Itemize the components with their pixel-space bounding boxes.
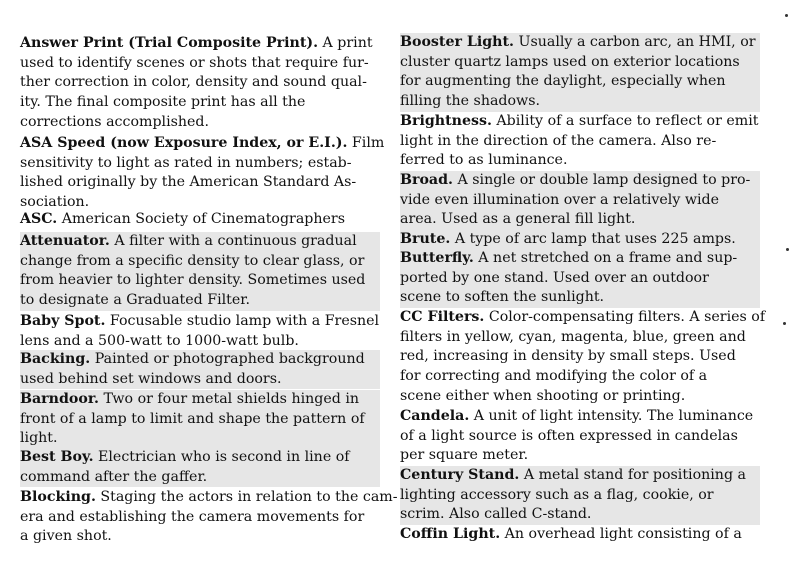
entry-line: per square meter. — [400, 447, 529, 464]
entry-text: American Society of Cinematographers — [57, 211, 345, 227]
entry-line: ity. The final composite print has all the — [20, 94, 306, 111]
entry-line: for augmenting the daylight, especially when — [400, 73, 726, 90]
entry-line: lens and a 500-watt to 1000-watt bulb. — [20, 332, 299, 349]
entry-term: Coffin Light. — [400, 526, 501, 542]
entry-term: Barndoor. — [20, 391, 99, 407]
entry-text: A print — [318, 35, 373, 51]
entry-term: Backing. — [20, 351, 91, 367]
entry-line: to designate a Graduated Filter. — [20, 292, 250, 309]
scan-speck — [783, 322, 786, 325]
entry-text: A net stretched on a frame and sup- — [473, 250, 738, 266]
entry-term: ASA Speed (now Exposure Index, or E.I.). — [20, 135, 348, 151]
entry-term: Broad. — [400, 172, 453, 188]
entry-line: lighting accessory such as a flag, cookie, or — [400, 486, 714, 503]
entry-text: A filter with a continuous gradual — [109, 233, 357, 249]
entry-line — [400, 525, 760, 545]
entry-text: Focusable studio lamp with a Fresnel — [105, 313, 380, 329]
entry-line: filling the shadows. — [400, 93, 540, 110]
entry-line: front of a lamp to limit and shape the pattern of — [20, 410, 365, 427]
entry-text: Usually a carbon arc, an HMI, or — [514, 34, 756, 50]
entry-line: ported by one stand. Used over an outdoor — [400, 269, 709, 286]
scan-speck — [786, 248, 789, 251]
entry-line — [20, 134, 385, 154]
glossary-entry — [20, 232, 380, 311]
entry-line — [20, 488, 398, 508]
glossary-entry — [400, 33, 760, 112]
entry-text: An overhead light consisting of a — [500, 526, 742, 542]
entry-line: era and establishing the camera movements for — [20, 508, 365, 525]
entry-line: sensitivity to light as rated in numbers; estab- — [20, 154, 352, 171]
entry-term: Candela. — [400, 408, 470, 424]
glossary-entry — [20, 448, 380, 487]
entry-term: Brute. — [400, 231, 451, 247]
entry-line: change from a specific density to clear glass, or — [20, 252, 365, 269]
entry-line: used behind set windows and doors. — [20, 370, 282, 387]
entry-line: ther correction in color, density and sound qual- — [20, 74, 367, 91]
entry-line — [400, 407, 760, 427]
glossary-entry — [400, 525, 760, 545]
entry-line: cluster quartz lamps used on exterior locations — [400, 53, 740, 70]
entry-line: a given shot. — [20, 528, 112, 545]
entry-line: red, increasing in density by small steps. Used — [400, 348, 736, 365]
entry-line — [400, 308, 766, 328]
entry-line — [400, 466, 760, 486]
glossary-entry — [20, 34, 380, 133]
glossary-entry — [20, 312, 380, 351]
entry-term: ASC. — [20, 211, 58, 227]
glossary-entry — [400, 112, 760, 171]
glossary-entry — [20, 134, 385, 213]
entry-text: A single or double lamp designed to pro- — [452, 172, 751, 188]
glossary-entry — [20, 210, 380, 230]
entry-term: CC Filters. — [400, 309, 485, 325]
entry-term: Blocking. — [20, 489, 96, 505]
entry-text: A unit of light intensity. The luminance — [469, 408, 754, 424]
entry-line — [400, 171, 760, 191]
entry-term: Best Boy. — [20, 449, 94, 465]
glossary-entry — [400, 308, 766, 407]
entry-text: Color-compensating filters. A series of — [484, 309, 766, 325]
entry-line — [20, 350, 380, 370]
entry-line: from heavier to lighter density. Sometimes used — [20, 272, 366, 289]
entry-line: light. — [20, 430, 58, 447]
entry-line — [20, 390, 380, 410]
entry-text: Painted or photographed background — [90, 351, 365, 367]
entry-line — [400, 249, 760, 269]
entry-term: Butterfly. — [400, 250, 474, 266]
glossary-entry — [20, 390, 380, 449]
entry-text: Two or four metal shields hinged in — [98, 391, 360, 407]
entry-line: scrim. Also called C-stand. — [400, 506, 592, 523]
entry-term: Century Stand. — [400, 467, 520, 483]
scan-speck — [785, 14, 788, 17]
entry-line: lished originally by the American Standard As- — [20, 174, 357, 191]
glossary-entry — [400, 171, 760, 230]
glossary-entry — [20, 350, 380, 389]
entry-term: Answer Print (Trial Composite Print). — [20, 35, 319, 51]
entry-text: Film — [347, 135, 385, 151]
entry-line: command after the gaffer. — [20, 468, 208, 485]
entry-text: A type of arc lamp that uses 225 amps. — [450, 231, 736, 247]
entry-term: Brightness. — [400, 113, 492, 129]
entry-line: vide even illumination over a relatively wide — [400, 191, 720, 208]
glossary-entry — [400, 466, 760, 525]
entry-term: Booster Light. — [400, 34, 514, 50]
glossary-entry — [20, 488, 398, 547]
glossary-entry — [400, 407, 760, 466]
entry-line: corrections accomplished. — [20, 113, 210, 130]
entry-line — [20, 312, 380, 332]
glossary-entry — [400, 230, 760, 250]
entry-line: scene either when shooting or printing. — [400, 387, 686, 404]
entry-line — [400, 230, 760, 250]
entry-line — [20, 34, 380, 54]
entry-line: area. Used as a general fill light. — [400, 211, 636, 228]
entry-text: Ability of a surface to reflect or emit — [491, 113, 759, 129]
entry-term: Baby Spot. — [20, 313, 106, 329]
entry-line: for correcting and modifying the color of a — [400, 368, 708, 385]
entry-text: Staging the actors in relation to the cam- — [95, 489, 398, 505]
entry-line: of a light source is often expressed in candelas — [400, 427, 738, 444]
entry-line: ferred to as luminance. — [400, 152, 568, 169]
entry-line — [20, 210, 380, 230]
entry-line: scene to soften the sunlight. — [400, 289, 605, 306]
entry-line — [400, 33, 760, 53]
entry-line: light in the direction of the camera. Also re- — [400, 132, 717, 149]
glossary-entry — [400, 249, 760, 308]
entry-line: sociation. — [20, 194, 90, 211]
entry-term: Attenuator. — [20, 233, 110, 249]
entry-line: used to identify scenes or shots that require fur- — [20, 54, 369, 71]
entry-text: Electrician who is second in line of — [93, 449, 350, 465]
entry-line — [20, 448, 380, 468]
entry-line: filters in yellow, cyan, magenta, blue, green and — [400, 328, 746, 345]
entry-text: A metal stand for positioning a — [519, 467, 746, 483]
entry-line — [20, 232, 380, 252]
entry-line — [400, 112, 760, 132]
